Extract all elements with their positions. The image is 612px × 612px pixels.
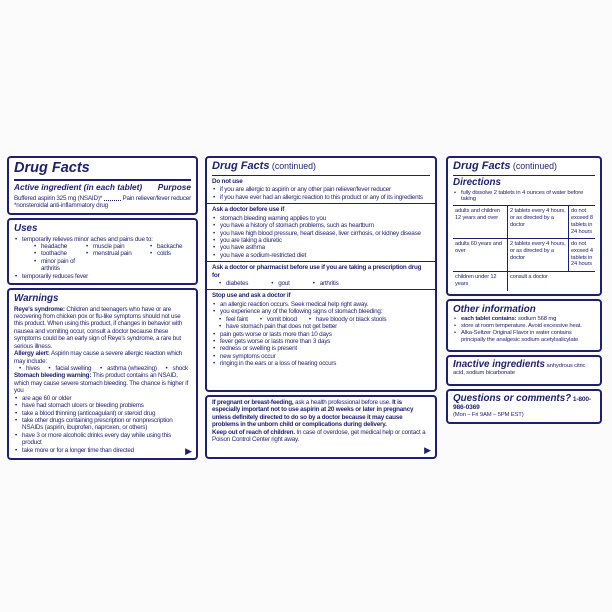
text-segment: new symptoms occur — [220, 352, 276, 360]
subsection-heading — [207, 289, 435, 299]
text-segment: Alka-Seltzer Original Flavor in water contains principally the analgesic sodium acetylsalicylate — [461, 330, 579, 344]
paragraph — [212, 429, 430, 444]
bullet-item: • backache — [149, 243, 191, 250]
text-segment: ringing in the ears or a loss of hearing occurs — [220, 360, 337, 368]
box-questions — [446, 389, 602, 424]
bullet-item — [212, 345, 430, 352]
text-segment: if you have ever had an allergic reaction to this product or any of its ingredients — [220, 193, 423, 201]
bullet-row — [218, 280, 430, 287]
text-segment: It is especially important not to use aspirin at 20 weeks or later in pregnancy unless definitely directed to do so by a doctor because it may cause problems in the unborn child or complications during delivery. — [212, 399, 414, 429]
bullet-item — [212, 308, 430, 315]
bullet-item: • feel faint — [218, 316, 248, 323]
bullet-item — [212, 194, 430, 201]
bullet-item: • gout — [270, 280, 289, 287]
text-segment: have had stomach ulcers or bleeding problems — [22, 402, 144, 410]
bullet-item — [212, 215, 430, 222]
bullet-item: • have bloody or black stools — [308, 316, 387, 323]
drug-facts-heading: Drug Facts — [453, 160, 511, 172]
section-heading-runon — [453, 359, 595, 378]
continue-arrow-icon: ▶ — [424, 445, 431, 456]
text-segment: store at room temperature. Avoid excessive heat. — [461, 323, 582, 330]
bullet-item — [212, 301, 430, 308]
paragraph — [14, 372, 191, 394]
active-ingredient-label: Active ingredient (in each tablet) — [14, 182, 143, 193]
bullet-item — [212, 186, 430, 193]
bullet-item: • have stomach pain that does not get better — [218, 323, 337, 330]
text-segment: Aspirin may cause a severe allergic reaction which may include: — [14, 350, 182, 365]
box-uses — [7, 218, 198, 285]
text-segment: you have a history of stomach problems, such as heartburn — [220, 222, 374, 230]
text-segment: Keep out of reach of children. — [212, 428, 295, 436]
table-cell: adults and children 12 years and over — [453, 206, 508, 239]
text-segment: Stomach bleeding warning: — [14, 372, 92, 380]
bullet-item — [212, 222, 430, 229]
box-active-ingredient — [7, 156, 198, 215]
paragraph — [14, 202, 191, 209]
text-segment: each tablet contains: — [461, 316, 517, 323]
text-segment: sodium 568 mg — [516, 316, 557, 323]
text-segment: Ask a doctor before use if — [212, 206, 285, 214]
box-warnings — [7, 288, 198, 460]
drug-facts-continued-header — [212, 160, 430, 176]
text-segment: temporarily reduces fever — [22, 272, 89, 280]
text-segment: In case of overdose, get medical help or contact a Poison Control Center right away. — [212, 428, 426, 444]
text-segment: Allergy alert: — [14, 350, 50, 358]
bullet-item: • arthritis — [312, 280, 339, 287]
subsection-heading — [207, 177, 435, 185]
text-segment: if you are allergic to aspirin or any other pain reliever/fever reducer — [220, 186, 391, 194]
continue-arrow-icon: ▶ — [185, 446, 192, 457]
text-segment: take a blood thinning (anticoagulant) or steroid drug — [22, 409, 156, 417]
drug-facts-heading: Drug Facts — [212, 160, 270, 172]
panel-right — [446, 156, 602, 424]
bullet-item — [453, 190, 595, 204]
table-cell: consult a doctor — [508, 272, 596, 291]
bullet-item — [14, 236, 191, 243]
bullet-item — [14, 395, 191, 402]
bullet-row — [33, 258, 191, 273]
panel-middle — [205, 156, 437, 459]
text-segment: you experience any of the following signs of stomach bleeding: — [220, 308, 383, 316]
table-row — [453, 206, 595, 239]
text-segment: 1-800-986-0369 — [453, 395, 591, 412]
ingredient-row — [14, 195, 191, 202]
bullet-item — [14, 447, 191, 454]
section-heading: Other information — [453, 303, 536, 315]
bullet-item: • minor pain of arthritis — [33, 258, 85, 273]
purpose-label: Purpose — [157, 182, 191, 193]
directions-table — [453, 205, 595, 290]
text-segment: have 3 or more alcoholic drinks every day while using this product — [22, 431, 172, 447]
bullet-item — [14, 417, 191, 432]
table-row — [453, 272, 595, 291]
table-cell: adults 60 years and over — [453, 239, 508, 272]
section-heading-runon — [453, 393, 595, 413]
text-segment: you have asthma — [220, 244, 265, 252]
bullet-item: • hives — [18, 365, 40, 372]
text-segment: an allergic reaction occurs. Seek medical help right away. — [220, 300, 369, 308]
text-segment: Stop use and ask a doctor if — [212, 292, 291, 300]
text-segment: taking a prescription drug for — [212, 264, 422, 279]
text-segment: pain gets worse or lasts more than 10 days — [220, 330, 332, 338]
section-heading: Uses — [14, 223, 38, 234]
section-heading: Directions — [453, 176, 501, 188]
bullet-item — [212, 331, 430, 338]
section-heading: Questions or comments? — [453, 392, 572, 404]
text-segment: take other drugs containing prescription or nonprescription NSAIDs (aspirin, ibuprofen, naproxen, or others) — [22, 416, 173, 432]
bullet-item — [14, 432, 191, 447]
box-pregnancy — [205, 395, 437, 459]
bullet-item: • headache — [33, 243, 85, 250]
table-cell: do not exceed 8 tablets in 24 hours — [569, 206, 596, 239]
text-segment: stomach bleeding warning applies to you — [220, 214, 326, 222]
section-heading: Warnings — [14, 293, 59, 305]
text-segment: you have a sodium-restricted diet — [220, 251, 307, 259]
bullet-row — [14, 365, 191, 372]
text-segment: are age 60 or older — [22, 394, 72, 402]
text-segment: you are taking a diuretic — [220, 236, 282, 244]
text-segment: This product contains an NSAID, which may cause severe stomach bleeding. The chance is higher if you — [14, 372, 188, 395]
text-segment: fully dissolve 2 tablets in 4 ounces of water before taking — [461, 189, 584, 203]
box-other-information — [446, 299, 602, 352]
text-segment: Ask a doctor or pharmacist before use if you are — [212, 264, 348, 272]
bullet-item — [14, 273, 191, 280]
bullet-row — [33, 250, 191, 257]
text-segment: redness or swelling is present — [220, 345, 297, 353]
bullet-row — [33, 243, 191, 250]
ingredient-purpose: Pain reliever/fever reducer — [122, 194, 191, 202]
box-warnings-continued — [205, 156, 437, 392]
dotted-leader — [104, 200, 121, 201]
bullet-item — [212, 237, 430, 244]
bullet-row — [218, 316, 430, 323]
text-segment: you have high blood pressure, heart disease, liver cirrhosis, or kidney disease — [220, 229, 421, 237]
bullet-item — [212, 338, 430, 345]
continued-label: (continued) — [269, 161, 316, 171]
text-segment: If pregnant or breast-feeding, — [212, 399, 294, 406]
bullet-item: • menstrual pain — [85, 250, 149, 257]
bullet-item: • diabetes — [218, 280, 248, 287]
bullet-item: • colds — [149, 250, 191, 257]
bullet-item — [212, 230, 430, 237]
bullet-item — [453, 323, 595, 330]
bullet-item — [14, 402, 191, 409]
drug-facts-title: Drug Facts — [14, 160, 191, 181]
bullet-item: • toothache — [33, 250, 85, 257]
ingredient-name: Buffered aspirin 325 mg (NSAID)* — [14, 194, 102, 202]
panel-left — [7, 156, 198, 460]
table-cell: 2 tablets every 4 hours, or as directed by a doctor — [508, 206, 569, 239]
bullet-item — [453, 330, 595, 344]
bullet-item — [212, 252, 430, 259]
table-cell: 2 tablets every 4 hours, or as directed by a doctor — [508, 239, 569, 272]
paragraph — [453, 412, 595, 419]
bullet-item: • muscle pain — [85, 243, 149, 250]
bullet-item — [212, 360, 430, 367]
text-segment: Reye's syndrome: — [14, 305, 65, 313]
text-segment: anhydrous citric acid, sodium bicarbonate — [453, 362, 586, 377]
paragraph — [14, 306, 191, 351]
subsection-heading — [207, 261, 435, 279]
bullet-item — [14, 410, 191, 417]
text-segment: take more or for a longer time than directed — [22, 446, 134, 454]
paragraph — [14, 350, 191, 365]
bullet-item: • shock — [165, 365, 188, 372]
text-segment: ask a health professional before use. — [293, 399, 393, 406]
ingredient-column-headers — [14, 183, 191, 193]
table-cell: do not exceed 4 tablets in 24 hours — [569, 239, 596, 272]
section-heading: Inactive ingredients — [453, 358, 546, 370]
continued-label: (continued) — [510, 161, 557, 171]
text-segment: (Mon – Fri 9AM – 5PM EST) — [453, 412, 524, 419]
text-segment: *nonsteroidal anti-inflammatory drug — [14, 202, 108, 210]
box-directions — [446, 156, 602, 296]
drug-facts-continued-header — [453, 160, 595, 176]
text-segment: temporarily relieves minor aches and pains due to: — [22, 235, 153, 243]
table-row — [453, 239, 595, 272]
text-segment: Do not use — [212, 177, 243, 185]
bullet-item: • vomit blood — [259, 316, 297, 323]
bullet-item: • asthma (wheezing) — [99, 365, 157, 372]
text-segment: Children and teenagers who have or are recovering from chicken pox or flu-like symptoms should not use this product. When using this product, if changes in behavior with nausea and vomiting occur, consult a doctor because these symptoms could be an early sign of Reye's syndrome, a rare but serious illness. — [14, 305, 183, 350]
box-inactive-ingredients — [446, 355, 602, 386]
bullet-item: • facial swelling — [47, 365, 91, 372]
table-cell: children under 12 years — [453, 272, 508, 291]
bullet-item — [453, 316, 595, 323]
subsection-heading — [207, 203, 435, 213]
paragraph — [212, 399, 430, 429]
bullet-item — [212, 244, 430, 251]
text-segment: fever gets worse or lasts more than 3 days — [220, 337, 331, 345]
bullet-item — [212, 353, 430, 360]
bullet-row — [218, 323, 430, 330]
